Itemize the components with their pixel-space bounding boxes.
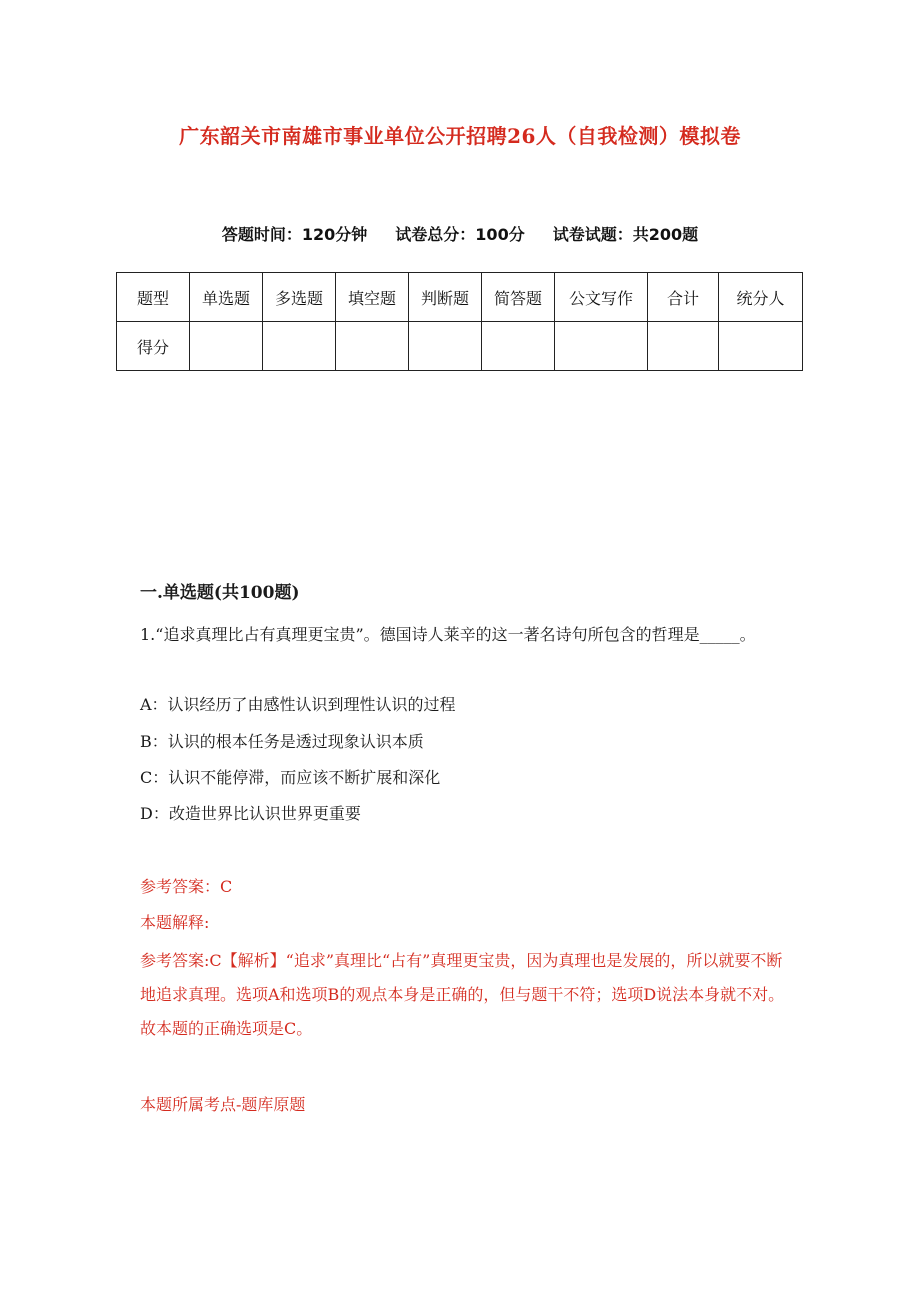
- option-b: B：认识的根本任务是透过现象认识本质: [140, 732, 424, 751]
- score-cell: [190, 322, 263, 371]
- exam-info: [0, 222, 920, 245]
- header-cell: 单选题: [190, 273, 263, 322]
- score-cell: [482, 322, 555, 371]
- score-cell: [263, 322, 336, 371]
- explanation-label: 本题解释:: [140, 913, 210, 932]
- option-d: D：改造世界比认识世界更重要: [140, 804, 361, 823]
- option-a: A：认识经历了由感性认识到理性认识的过程: [140, 695, 456, 714]
- exam-time: 答题时间：120分钟: [221, 225, 368, 244]
- reference-answer: 参考答案：C: [140, 877, 233, 896]
- header-cell: 合计: [648, 273, 719, 322]
- score-table-header-row: [117, 273, 803, 322]
- exam-total-score: 试卷总分：100分: [395, 225, 525, 244]
- header-cell: 公文写作: [555, 273, 648, 322]
- score-cell: [555, 322, 648, 371]
- section-heading: 一.单选题(共100题): [140, 583, 300, 603]
- header-cell: 多选题: [263, 273, 336, 322]
- header-cell: 简答题: [482, 273, 555, 322]
- score-table: [116, 272, 803, 371]
- question-text: 1.“追求真理比占有真理更宝贵”。德国诗人莱辛的这一著名诗句所包含的哲理是_____。: [140, 625, 756, 644]
- exam-question-count: 试卷试题：共200题: [552, 225, 699, 244]
- topic-label: 本题所属考点-题库原题: [140, 1095, 306, 1114]
- header-cell: 判断题: [409, 273, 482, 322]
- score-cell: [409, 322, 482, 371]
- score-cell: [648, 322, 719, 371]
- header-cell: 题型: [117, 273, 190, 322]
- document-title: 广东韶关市南雄市事业单位公开招聘26人（自我检测）模拟卷: [179, 124, 741, 148]
- score-cell: [336, 322, 409, 371]
- score-table-score-row: [117, 322, 803, 371]
- header-cell: 统分人: [719, 273, 803, 322]
- option-c: C：认识不能停滞，而应该不断扩展和深化: [140, 768, 441, 787]
- header-cell: 填空题: [336, 273, 409, 322]
- score-cell: [719, 322, 803, 371]
- explanation-text: 参考答案:C【解析】“追求”真理比“占有”真理更宝贵，因为真理也是发展的，所以就要不断地追求真理。选项A和选项B的观点本身是正确的，但与题干不符；选项D说法本身就不对。故本题的正确选项是C。: [140, 951, 785, 1038]
- score-row-label: 得分: [117, 322, 190, 371]
